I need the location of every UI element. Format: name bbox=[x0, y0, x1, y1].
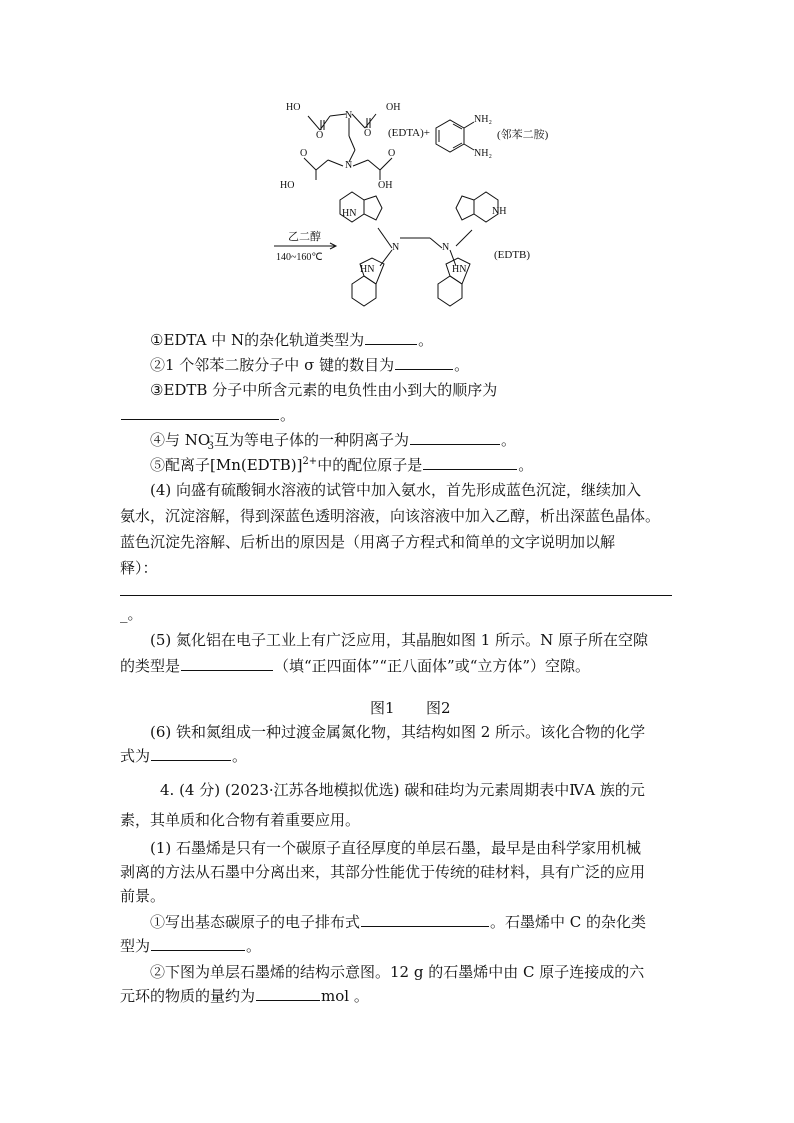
q3-line bbox=[150, 380, 497, 400]
p4-l1: (4) 向盛有硫酸铜水溶液的试管中加入氨水，首先形成蓝色沉淀，继续加入 bbox=[150, 481, 642, 499]
edta-ho-2: HO bbox=[280, 180, 295, 191]
edtb-nh-1: NH bbox=[492, 206, 507, 217]
edta-n-2: N bbox=[345, 160, 353, 171]
edtb-n-1: N bbox=[392, 242, 400, 253]
g1-l1: (1) 石墨烯是只有一个碳原子直径厚度的单层石墨，最早是由科学家用机械 bbox=[150, 839, 642, 857]
p4-l2: 氨水，沉淀溶解，得到深蓝色透明溶液，向该溶液中加入乙醇，析出深蓝色晶体。 bbox=[120, 507, 661, 525]
edta-o-4: O bbox=[388, 148, 396, 159]
p6-l2 bbox=[120, 746, 247, 766]
q5-sup: 2+ bbox=[302, 456, 318, 467]
fig2-caption: 图2 bbox=[426, 699, 451, 717]
edta-o-1: O bbox=[316, 130, 324, 141]
edtb-hn-1: HN bbox=[342, 208, 357, 219]
q1-end: 。 bbox=[418, 331, 434, 349]
q4-blank[interactable] bbox=[410, 430, 500, 445]
g2-l1-a: ①写出基态碳原子的电子排布式 bbox=[150, 913, 361, 931]
q5-end: 。 bbox=[518, 456, 534, 474]
q3-blank[interactable] bbox=[121, 405, 279, 420]
q5-text-a: ⑤配离子[Mn(EDTB)] bbox=[150, 456, 303, 474]
edta-oh-1: OH bbox=[386, 102, 401, 113]
edta-oh-2: OH bbox=[378, 180, 393, 191]
fig1-caption: 图1 bbox=[370, 699, 395, 717]
g2-blank-2[interactable] bbox=[151, 936, 245, 951]
q2-text: ②1 个邻苯二胺分子中 σ 键的数目为 bbox=[150, 356, 395, 374]
g3-l2 bbox=[120, 986, 369, 1006]
g2-l1 bbox=[150, 912, 646, 932]
edta-o-2: O bbox=[364, 128, 372, 139]
p5-l2-a: 的类型是 bbox=[120, 657, 181, 675]
reaction-scheme bbox=[260, 88, 560, 328]
g3-blank[interactable] bbox=[256, 986, 320, 1001]
g3-l1: ②下图为单层石墨烯的结构示意图。12 g 的石墨烯中由 C 原子连接成的六 bbox=[150, 963, 645, 981]
opd-nh2-2: NH₂ bbox=[474, 148, 492, 159]
p5-l2 bbox=[120, 656, 590, 676]
g2-l2-b: 。 bbox=[246, 937, 262, 955]
q1-text: ①EDTA 中 N的杂化轨道类型为 bbox=[150, 331, 365, 349]
opd-label: (邻苯二胺) bbox=[497, 129, 549, 141]
q3-line-2 bbox=[120, 405, 295, 425]
g2-l2 bbox=[120, 936, 261, 956]
q2-line bbox=[150, 355, 469, 375]
q4-sub: 3 bbox=[207, 441, 214, 452]
p6-l2-b: 。 bbox=[232, 747, 248, 765]
q4-l2: 素，其单质和化合物有着重要应用。 bbox=[120, 811, 361, 829]
edta-n-1: N bbox=[345, 110, 353, 121]
p6-blank[interactable] bbox=[151, 746, 231, 761]
q3-end: 。 bbox=[280, 406, 296, 424]
condition-top: 乙二醇 bbox=[288, 231, 321, 243]
g3-l2-a: 元环的物质的量约为 bbox=[120, 987, 256, 1005]
g1-l3: 前景。 bbox=[120, 887, 166, 905]
p5-l1: (5) 氮化铝在电子工业上有广泛应用，其晶胞如图 1 所示。N 原子所在空隙 bbox=[150, 631, 648, 649]
edta-label: (EDTA)+ bbox=[388, 127, 430, 139]
g1-l2: 剥离的方法从石墨中分离出来，其部分性能优于传统的硅材料，具有广泛的应用 bbox=[120, 863, 646, 881]
p4-end: _。 bbox=[120, 605, 143, 623]
q5-text-b: 中的配位原子是 bbox=[317, 456, 423, 474]
edtb-hn-3: HN bbox=[452, 264, 467, 275]
p4-answer-line[interactable] bbox=[120, 595, 672, 596]
p5-blank[interactable] bbox=[181, 656, 273, 671]
g3-l2-b: mol 。 bbox=[321, 987, 369, 1005]
q4-end: 。 bbox=[500, 431, 516, 449]
p6-l1: (6) 铁和氮组成一种过渡金属氮化物，其结构如图 2 所示。该化合物的化学 bbox=[150, 723, 646, 741]
q3-text: ③EDTB 分子中所含元素的电负性由小到大的顺序为 bbox=[150, 381, 498, 399]
p4-l4: 释）： bbox=[120, 559, 158, 577]
p5-l2-b: （填“正四面体”“正八面体”或“立方体”）空隙。 bbox=[274, 657, 591, 675]
q1-line bbox=[150, 330, 433, 350]
g2-blank-1[interactable] bbox=[361, 912, 489, 927]
p4-l3: 蓝色沉淀先溶解、后析出的原因是（用离子方程式和简单的文字说明加以解 bbox=[120, 533, 616, 551]
edtb-hn-2: HN bbox=[360, 264, 375, 275]
q4-text-a: ④与 NO bbox=[150, 431, 211, 449]
opd-nh2-1: NH₂ bbox=[474, 114, 492, 125]
q2-end: 。 bbox=[454, 356, 470, 374]
edtb-label: (EDTB) bbox=[494, 249, 531, 261]
q4-sup: - bbox=[210, 431, 214, 442]
q4-text-b: 互为等电子体的一种阴离子为 bbox=[213, 431, 409, 449]
q4-line bbox=[150, 430, 516, 453]
p6-l2-a: 式为 bbox=[120, 747, 151, 765]
q5-line bbox=[150, 455, 533, 478]
edtb-n-2: N bbox=[442, 242, 450, 253]
g2-l1-b: 。石墨烯中 C 的杂化类 bbox=[490, 913, 647, 931]
edta-ho-1: HO bbox=[286, 102, 301, 113]
condition-bottom: 140~160℃ bbox=[276, 252, 323, 263]
q5-blank[interactable] bbox=[423, 455, 517, 470]
q2-blank[interactable] bbox=[395, 355, 453, 370]
edta-o-3: O bbox=[300, 148, 308, 159]
q4-head: 4. (4 分) (2023·江苏各地模拟优选) 碳和硅均为元素周期表中ⅣA 族的元 bbox=[160, 781, 645, 799]
q1-blank[interactable] bbox=[365, 330, 417, 345]
g2-l2-a: 型为 bbox=[120, 937, 151, 955]
